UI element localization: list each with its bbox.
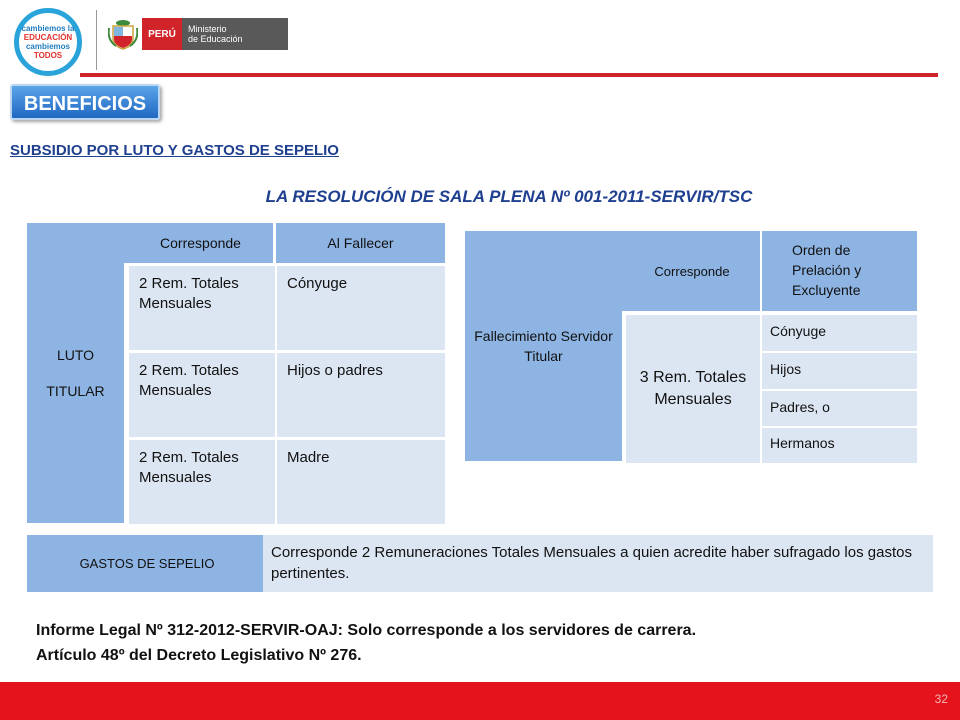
country-label: PERÚ <box>142 18 182 50</box>
fall-header-corresponde: Corresponde <box>622 231 762 311</box>
fall-header-orden: Orden de Prelación y Excluyente <box>760 231 917 311</box>
logo-text-1: cambiemos la <box>21 24 75 33</box>
ministry-label <box>182 18 288 50</box>
note-informe-legal: Informe Legal Nº 312-2012-SERVIR-OAJ: Solo corresponde a los servidores de carrera. <box>36 622 697 639</box>
luto-header-fallecer: Al Fallecer <box>273 223 445 263</box>
coat-of-arms-icon <box>108 18 138 50</box>
logo-text-3: cambiemos <box>25 42 71 51</box>
page-number: 32 <box>934 692 948 706</box>
luto-titular-cell <box>27 223 124 523</box>
titular-label: TITULAR <box>46 383 105 399</box>
footer-bar <box>0 682 960 720</box>
logo-text-4: TODOS <box>33 51 63 60</box>
legal-notes <box>36 618 696 668</box>
fall-amount-cell: 3 Rem. Totales Mensuales <box>626 315 760 463</box>
ministry-logo <box>142 18 288 50</box>
section-subtitle: SUBSIDIO POR LUTO Y GASTOS DE SEPELIO <box>10 142 339 159</box>
beneficiary-conyuge: Cónyuge <box>762 315 917 351</box>
luto-label: LUTO <box>56 347 95 363</box>
header-rule <box>80 73 938 77</box>
luto-row-2-amount: 2 Rem. Totales Mensuales <box>129 353 275 437</box>
luto-header-corresponde: Corresponde <box>124 223 277 263</box>
fallecimiento-cell: Fallecimiento Servidor Titular <box>465 231 622 461</box>
luto-row-3-who: Madre <box>277 440 445 524</box>
ministry-line-2: de Educación <box>188 34 243 44</box>
logo-divider <box>96 10 97 70</box>
beneficiary-hijos: Hijos <box>762 353 917 389</box>
resolution-title: LA RESOLUCIÓN DE SALA PLENA Nº 001-2011-SERVIR/TSC <box>265 187 753 206</box>
luto-row-2-who: Hijos o padres <box>277 353 445 437</box>
beneficiary-hermanos: Hermanos <box>762 428 917 463</box>
beneficiary-padres: Padres, o <box>762 391 917 426</box>
luto-row-1-amount: 2 Rem. Totales Mensuales <box>129 266 275 350</box>
luto-row-3-amount: 2 Rem. Totales Mensuales <box>129 440 275 524</box>
gastos-label: GASTOS DE SEPELIO <box>27 535 267 592</box>
gastos-text: Corresponde 2 Remuneraciones Totales Mensuales a quien acredite haber sufragado los gastos pertinentes. <box>263 535 933 592</box>
luto-row-1-who: Cónyuge <box>277 266 445 350</box>
note-articulo: Artículo 48º del Decreto Legislativo Nº 276. <box>36 647 362 664</box>
ministry-line-1: Ministerio <box>188 24 227 34</box>
beneficios-badge: BENEFICIOS <box>10 84 160 120</box>
campaign-logo <box>14 8 82 76</box>
logo-text-2: EDUCACIÓN <box>23 33 73 42</box>
